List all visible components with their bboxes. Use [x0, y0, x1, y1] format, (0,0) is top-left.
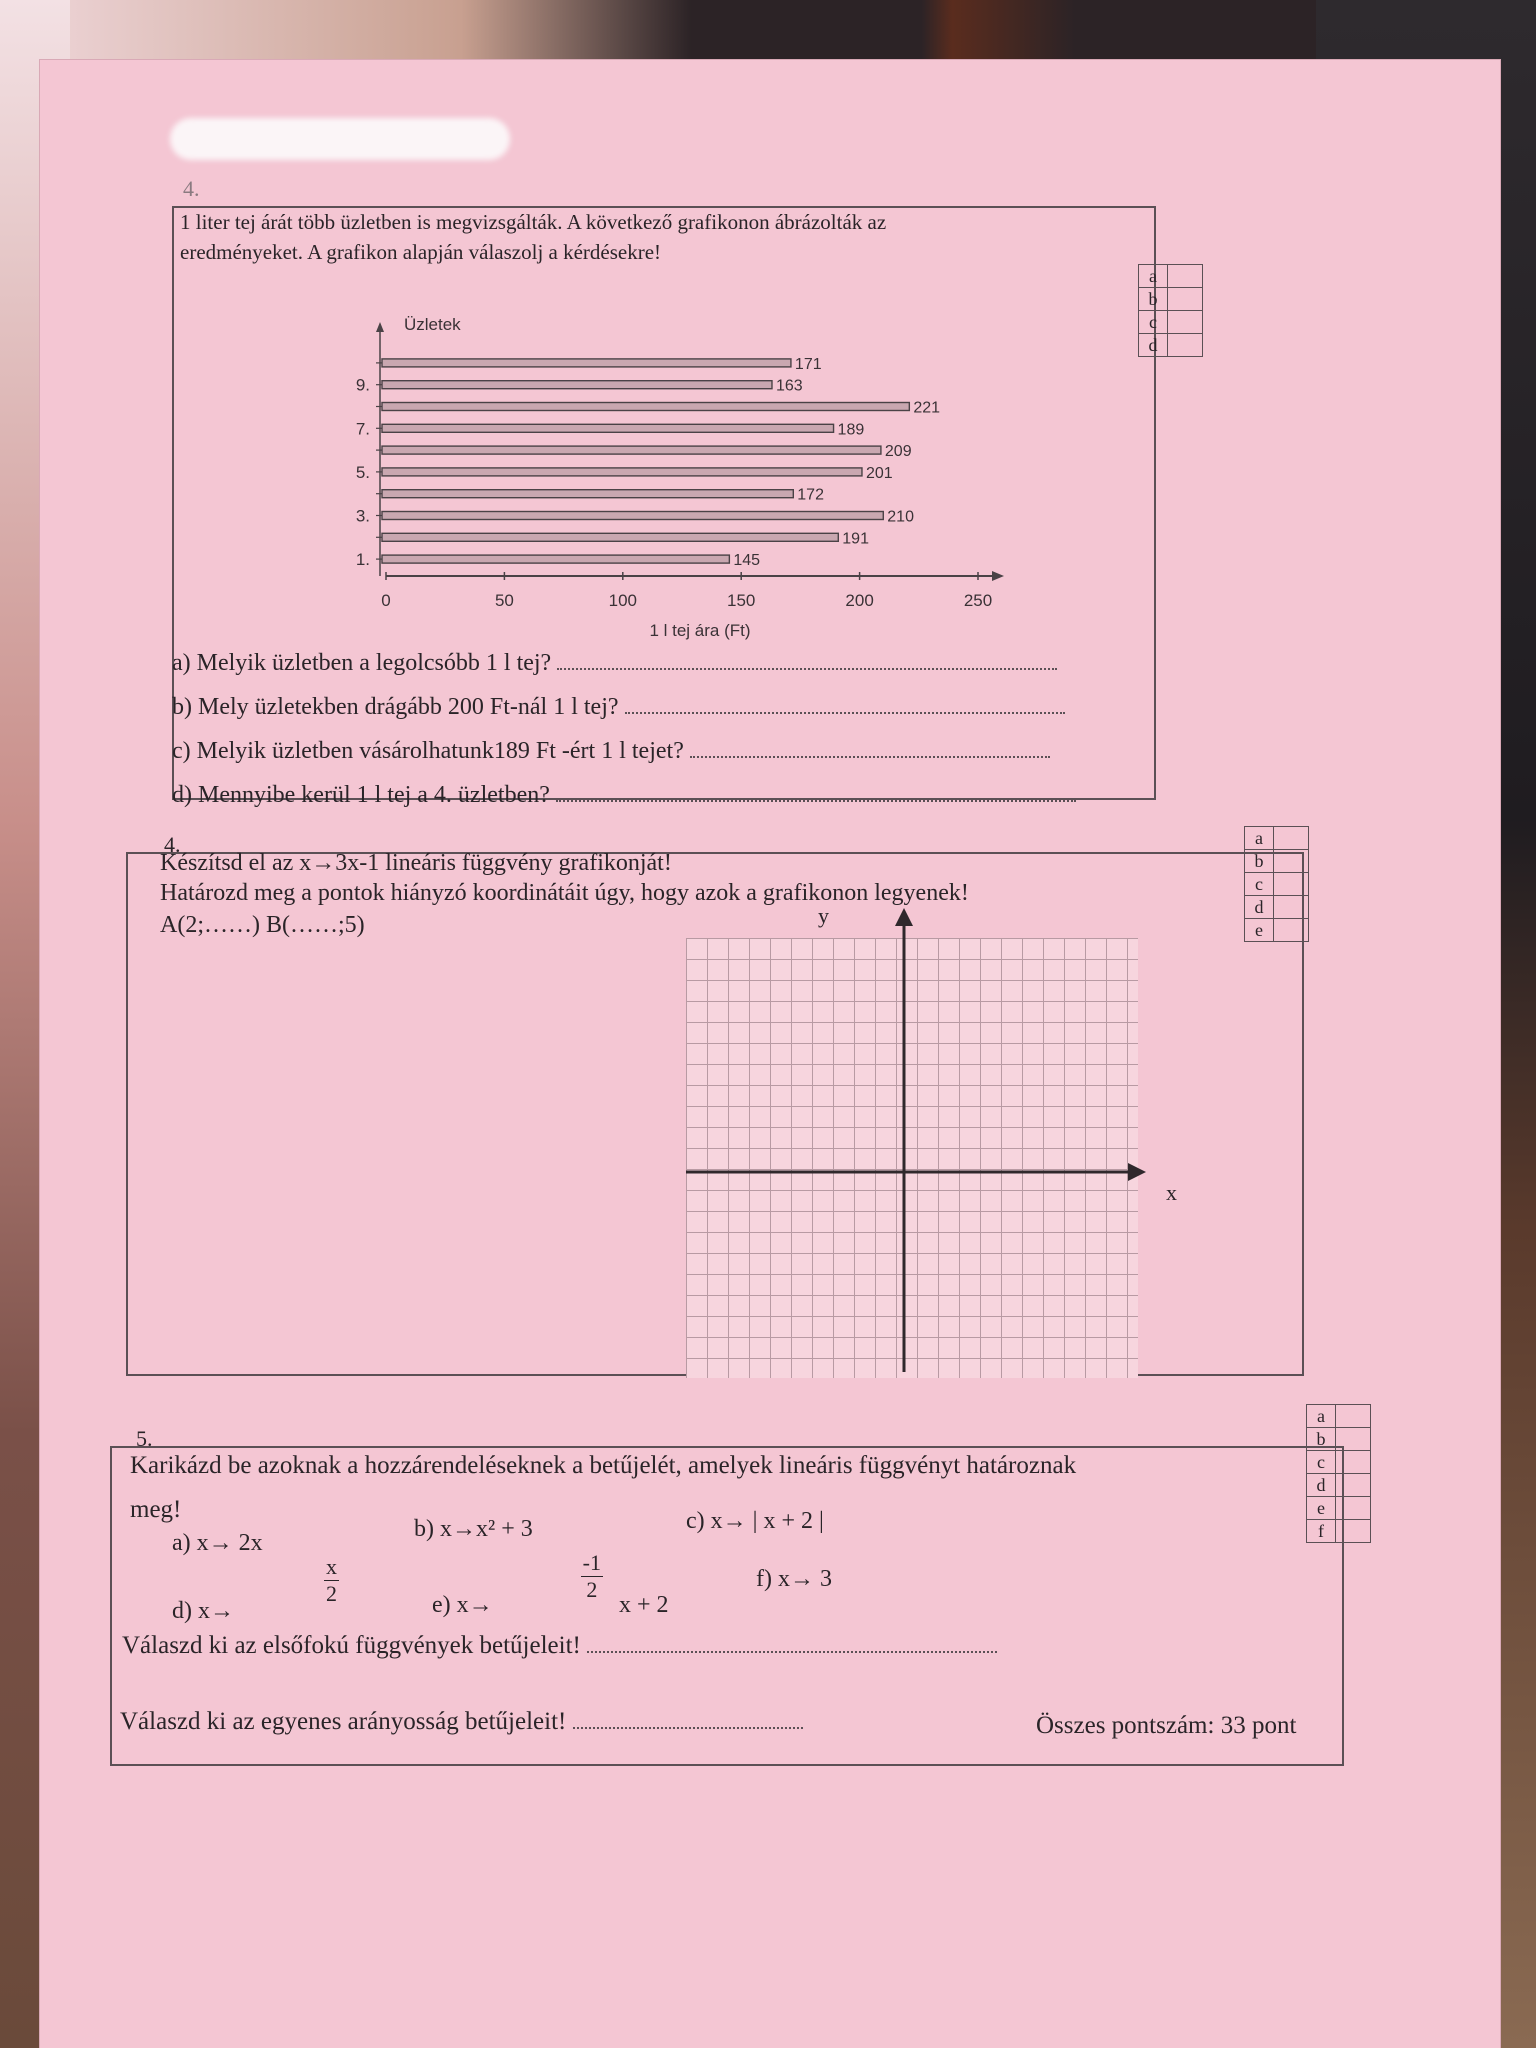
bar-value-label: 171 — [794, 355, 822, 373]
score-row — [1139, 334, 1203, 357]
option-e-suffix: x + 2 — [618, 1592, 669, 1619]
option-e-numerator: -1 — [582, 1550, 601, 1575]
option-f[interactable]: f) x→ 3 — [756, 1566, 832, 1592]
question-first-degree — [122, 1632, 997, 1660]
score-row — [1307, 1474, 1371, 1497]
score-label: b — [1139, 288, 1168, 311]
score-label: e — [1245, 919, 1274, 942]
score-label: f — [1307, 1520, 1336, 1543]
x-tick-label: 250 — [963, 591, 993, 610]
answer-line[interactable] — [587, 1633, 997, 1653]
task-intro-line2: eredményeket. A grafikon alapján válaszolj a kérdésekre! — [180, 240, 662, 264]
score-row — [1307, 1520, 1371, 1543]
x-tick-label: 100 — [608, 591, 637, 610]
question-row — [172, 738, 1050, 765]
option-c[interactable]: c) x→ | x + 2 | — [686, 1508, 824, 1534]
linear-task-line2: meg! — [130, 1496, 182, 1523]
bar-5. — [382, 468, 862, 476]
question-text: d) Mennyibe kerül 1 l tej a 4. üzletben? — [172, 782, 550, 808]
y-axis-arrow-icon — [895, 908, 913, 926]
x-tick-label: 200 — [845, 591, 874, 610]
bar-9. — [382, 381, 772, 389]
score-label: a — [1245, 827, 1274, 850]
y-axis-label: y — [818, 903, 829, 928]
y-tick-label: 7. — [355, 419, 370, 439]
question-row — [172, 694, 1065, 721]
graph-task-line2: Határozd meg a pontok hiányzó koordinátáit úgy, hogy azok a grafikonon legyenek! — [160, 880, 969, 906]
score-label: d — [1307, 1474, 1336, 1497]
option-d[interactable] — [172, 1554, 337, 1625]
total-points: Összes pontszám: 33 pont — [1036, 1712, 1297, 1739]
bar-7. — [382, 424, 834, 432]
y-tick-label: 5. — [355, 462, 370, 482]
coordinate-axes — [680, 900, 1160, 1380]
score-label: a — [1139, 265, 1168, 288]
answer-line[interactable] — [556, 782, 1076, 802]
score-cell[interactable] — [1168, 288, 1203, 311]
score-table-middle — [1244, 826, 1309, 942]
score-row — [1245, 896, 1309, 919]
y-tick-label: 3. — [355, 506, 370, 526]
bar-1. — [382, 555, 729, 563]
score-row — [1139, 311, 1203, 334]
score-cell[interactable] — [1336, 1451, 1371, 1474]
section-number: 4. — [183, 176, 200, 201]
bar-2. — [382, 533, 838, 541]
score-row — [1139, 265, 1203, 288]
score-row — [1307, 1428, 1371, 1451]
score-label: e — [1307, 1497, 1336, 1520]
score-table-top — [1138, 264, 1203, 357]
score-cell[interactable] — [1274, 919, 1309, 942]
score-row — [1245, 919, 1309, 942]
score-cell[interactable] — [1274, 850, 1309, 873]
score-label: d — [1139, 334, 1168, 357]
score-cell[interactable] — [1336, 1497, 1371, 1520]
score-label: c — [1245, 873, 1274, 896]
x-axis-label: x — [1166, 1180, 1177, 1205]
score-cell[interactable] — [1168, 311, 1203, 334]
y-axis-arrow-icon — [376, 322, 384, 332]
question-direct-proportion — [120, 1708, 803, 1736]
bar-4. — [382, 490, 793, 498]
score-table-bottom — [1306, 1404, 1371, 1543]
bar-value-label: 210 — [887, 508, 914, 526]
bar-8. — [382, 403, 909, 411]
option-b[interactable]: b) x→x² + 3 — [414, 1516, 533, 1542]
score-label: b — [1307, 1428, 1336, 1451]
question-row — [172, 650, 1057, 677]
option-d-prefix: d) x→ — [172, 1598, 234, 1625]
score-row — [1307, 1405, 1371, 1428]
score-label: c — [1307, 1451, 1336, 1474]
bar-value-label: 172 — [797, 486, 824, 504]
question-text: a) Melyik üzletben a legolcsóbb 1 l tej? — [172, 650, 552, 676]
answer-line[interactable] — [625, 694, 1065, 714]
option-d-numerator: x — [326, 1554, 337, 1579]
answer-line[interactable] — [690, 738, 1050, 758]
score-cell[interactable] — [1336, 1520, 1371, 1543]
question-row — [172, 782, 1076, 809]
score-cell[interactable] — [1168, 265, 1203, 288]
option-e-prefix: e) x→ — [432, 1592, 493, 1619]
score-cell[interactable] — [1336, 1474, 1371, 1497]
score-row — [1307, 1497, 1371, 1520]
question-text: c) Melyik üzletben vásárolhatunk189 Ft -ért 1 l tejet? — [172, 738, 684, 764]
graph-task-points: A(2;……) B(……;5) — [160, 912, 365, 938]
bar-value-label: 221 — [913, 399, 941, 417]
score-label: d — [1245, 896, 1274, 919]
score-cell[interactable] — [1274, 873, 1309, 896]
bar-value-label: 191 — [842, 530, 869, 548]
score-row — [1139, 288, 1203, 311]
milk-price-chart — [330, 308, 1070, 648]
bar-10. — [382, 359, 791, 367]
bar-3. — [382, 512, 883, 520]
section-number: 4. — [164, 832, 181, 857]
bar-value-label: 201 — [865, 464, 893, 482]
score-row — [1245, 850, 1309, 873]
option-e[interactable] — [432, 1550, 669, 1619]
section-number: 5. — [136, 1426, 153, 1451]
x-axis-arrow-icon — [1128, 1163, 1146, 1181]
score-label: c — [1139, 311, 1168, 334]
question-direct-proportion-text: Válaszd ki az egyenes arányosság betűjeleit! — [120, 1708, 567, 1735]
x-tick-label: 50 — [494, 591, 514, 610]
linear-task-line1: Karikázd be azoknak a hozzárendeléseknek a betűjelét, amelyek lineáris függvényt határoznak — [130, 1452, 1077, 1479]
option-a[interactable]: a) x→ 2x — [172, 1530, 263, 1556]
y-tick-label: 1. — [355, 550, 370, 570]
bar-6. — [382, 446, 881, 454]
score-row — [1307, 1451, 1371, 1474]
option-d-denominator: 2 — [326, 1581, 337, 1606]
bar-value-label: 209 — [884, 443, 912, 461]
question-first-degree-text: Válaszd ki az elsőfokú függvények betűjeleit! — [122, 1632, 581, 1659]
score-row — [1245, 827, 1309, 850]
score-cell[interactable] — [1274, 827, 1309, 850]
score-cell[interactable] — [1274, 896, 1309, 919]
bar-value-label: 145 — [733, 552, 761, 570]
score-cell[interactable] — [1336, 1405, 1371, 1428]
chart-y-axis-label: Üzletek — [404, 315, 461, 334]
task-intro-line1: 1 liter tej árát több üzletben is megvizsgálták. A következő grafikonon ábrázolták az — [180, 210, 887, 234]
answer-line[interactable] — [573, 1709, 803, 1729]
x-axis-arrow-icon — [992, 571, 1004, 581]
score-cell[interactable] — [1336, 1428, 1371, 1451]
chart-x-axis-label: 1 l tej ára (Ft) — [649, 621, 751, 640]
x-tick-label: 0 — [381, 591, 391, 610]
score-cell[interactable] — [1168, 334, 1203, 357]
question-text: b) Mely üzletekben drágább 200 Ft-nál 1 l tej? — [172, 694, 619, 720]
y-tick-label: 9. — [355, 375, 370, 395]
score-row — [1245, 873, 1309, 896]
graph-task-line1: Készítsd el az x→3x-1 lineáris függvény grafikonját! — [160, 850, 672, 876]
bar-value-label: 189 — [837, 421, 865, 439]
redacted-name-blur — [170, 118, 510, 160]
bar-value-label: 163 — [775, 377, 803, 395]
x-tick-label: 150 — [727, 591, 756, 610]
score-label: a — [1307, 1405, 1336, 1428]
option-e-denominator: 2 — [586, 1577, 598, 1602]
score-label: b — [1245, 850, 1274, 873]
answer-line[interactable] — [557, 650, 1057, 670]
